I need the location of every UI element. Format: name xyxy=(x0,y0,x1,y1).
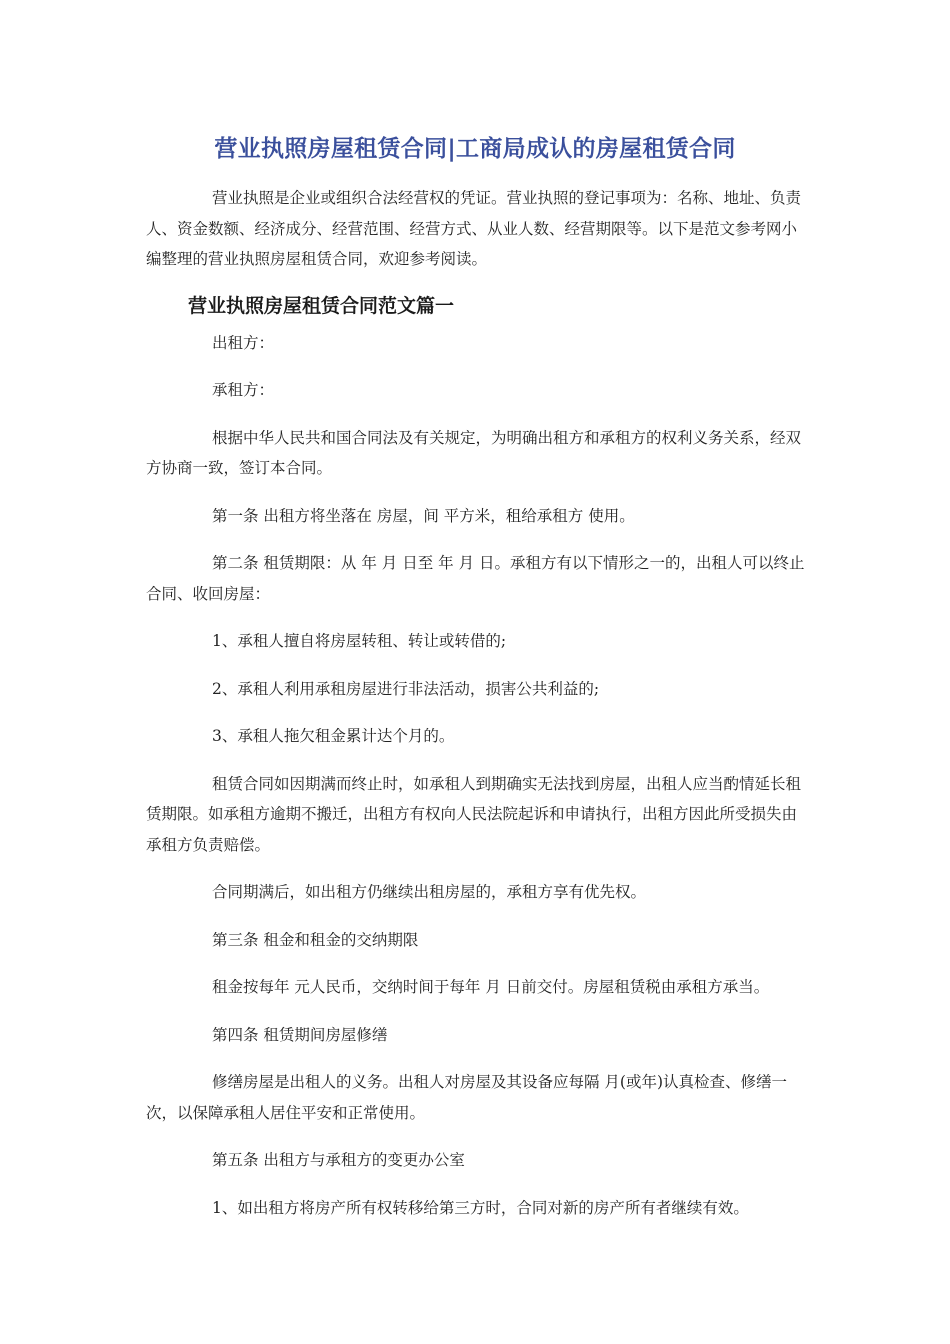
rent-paragraph: 租金按每年 元人民币，交纳时间于每年 月 日前交付。房屋租赁税由承租方承当。 xyxy=(212,978,770,996)
lessor-line: 出租方： xyxy=(212,333,275,352)
section-heading: 营业执照房屋租赁合同范文篇一 xyxy=(188,294,455,317)
article-2-item-3: 3、承租人拖欠租金累计达个月的。 xyxy=(212,727,455,745)
article-1: 第一条 出租方将坐落在 房屋，间 平方米，租给承租方 使用。 xyxy=(212,506,635,525)
preamble-paragraph: 根据中华人民共和国合同法及有关规定，为明确出租方和承租方的权利义务关系，经双方协商一致，签订本合同。 xyxy=(146,428,802,477)
document-title: 营业执照房屋租赁合同|工商局成认的房屋租赁合同 xyxy=(214,136,736,162)
document-body xyxy=(146,183,806,1240)
article-2: 第二条 租赁期限：从 年 月 日至 年 月 日。承租方有以下情形之一的，出租人可以终止合同、收回房屋： xyxy=(146,554,805,603)
repair-paragraph: 修缮房屋是出租人的义务。出租人对房屋及其设备应每隔 月(或年)认真检查、修缮一次，以保障承租人居住平安和正常使用。 xyxy=(146,1073,788,1122)
extension-paragraph: 租赁合同如因期满而终止时，如承租人到期确实无法找到房屋，出租人应当酌情延长租赁期限。如承租方逾期不搬迁，出租方有权向人民法院起诉和申请执行，出租方因此所受损失由承租方负责赔偿。 xyxy=(146,774,802,854)
intro-paragraph: 营业执照是企业或组织合法经营权的凭证。营业执照的登记事项为：名称、地址、负责人、资金数额、经济成分、经营范围、经营方式、从业人数、经营期限等。以下是范文参考网小编整理的营业执照房屋租赁合同，欢迎参考阅读。 xyxy=(146,189,802,268)
article-2-item-2: 2、承租人利用承租房屋进行非法活动，损害公共利益的; xyxy=(212,679,600,698)
article-4: 第四条 租赁期间房屋修缮 xyxy=(212,1025,388,1044)
article-5: 第五条 出租方与承租方的变更办公室 xyxy=(212,1151,465,1169)
article-3: 第三条 租金和租金的交纳期限 xyxy=(212,930,419,949)
priority-paragraph: 合同期满后，如出租方仍继续出租房屋的，承租方享有优先权。 xyxy=(212,883,647,901)
article-2-item-1: 1、承租人擅自将房屋转租、转让或转借的; xyxy=(212,632,507,650)
lessee-line: 承租方： xyxy=(212,381,275,399)
article-5-item-1: 1、如出租方将房产所有权转移给第三方时，合同对新的房产所有者继续有效。 xyxy=(212,1198,749,1217)
